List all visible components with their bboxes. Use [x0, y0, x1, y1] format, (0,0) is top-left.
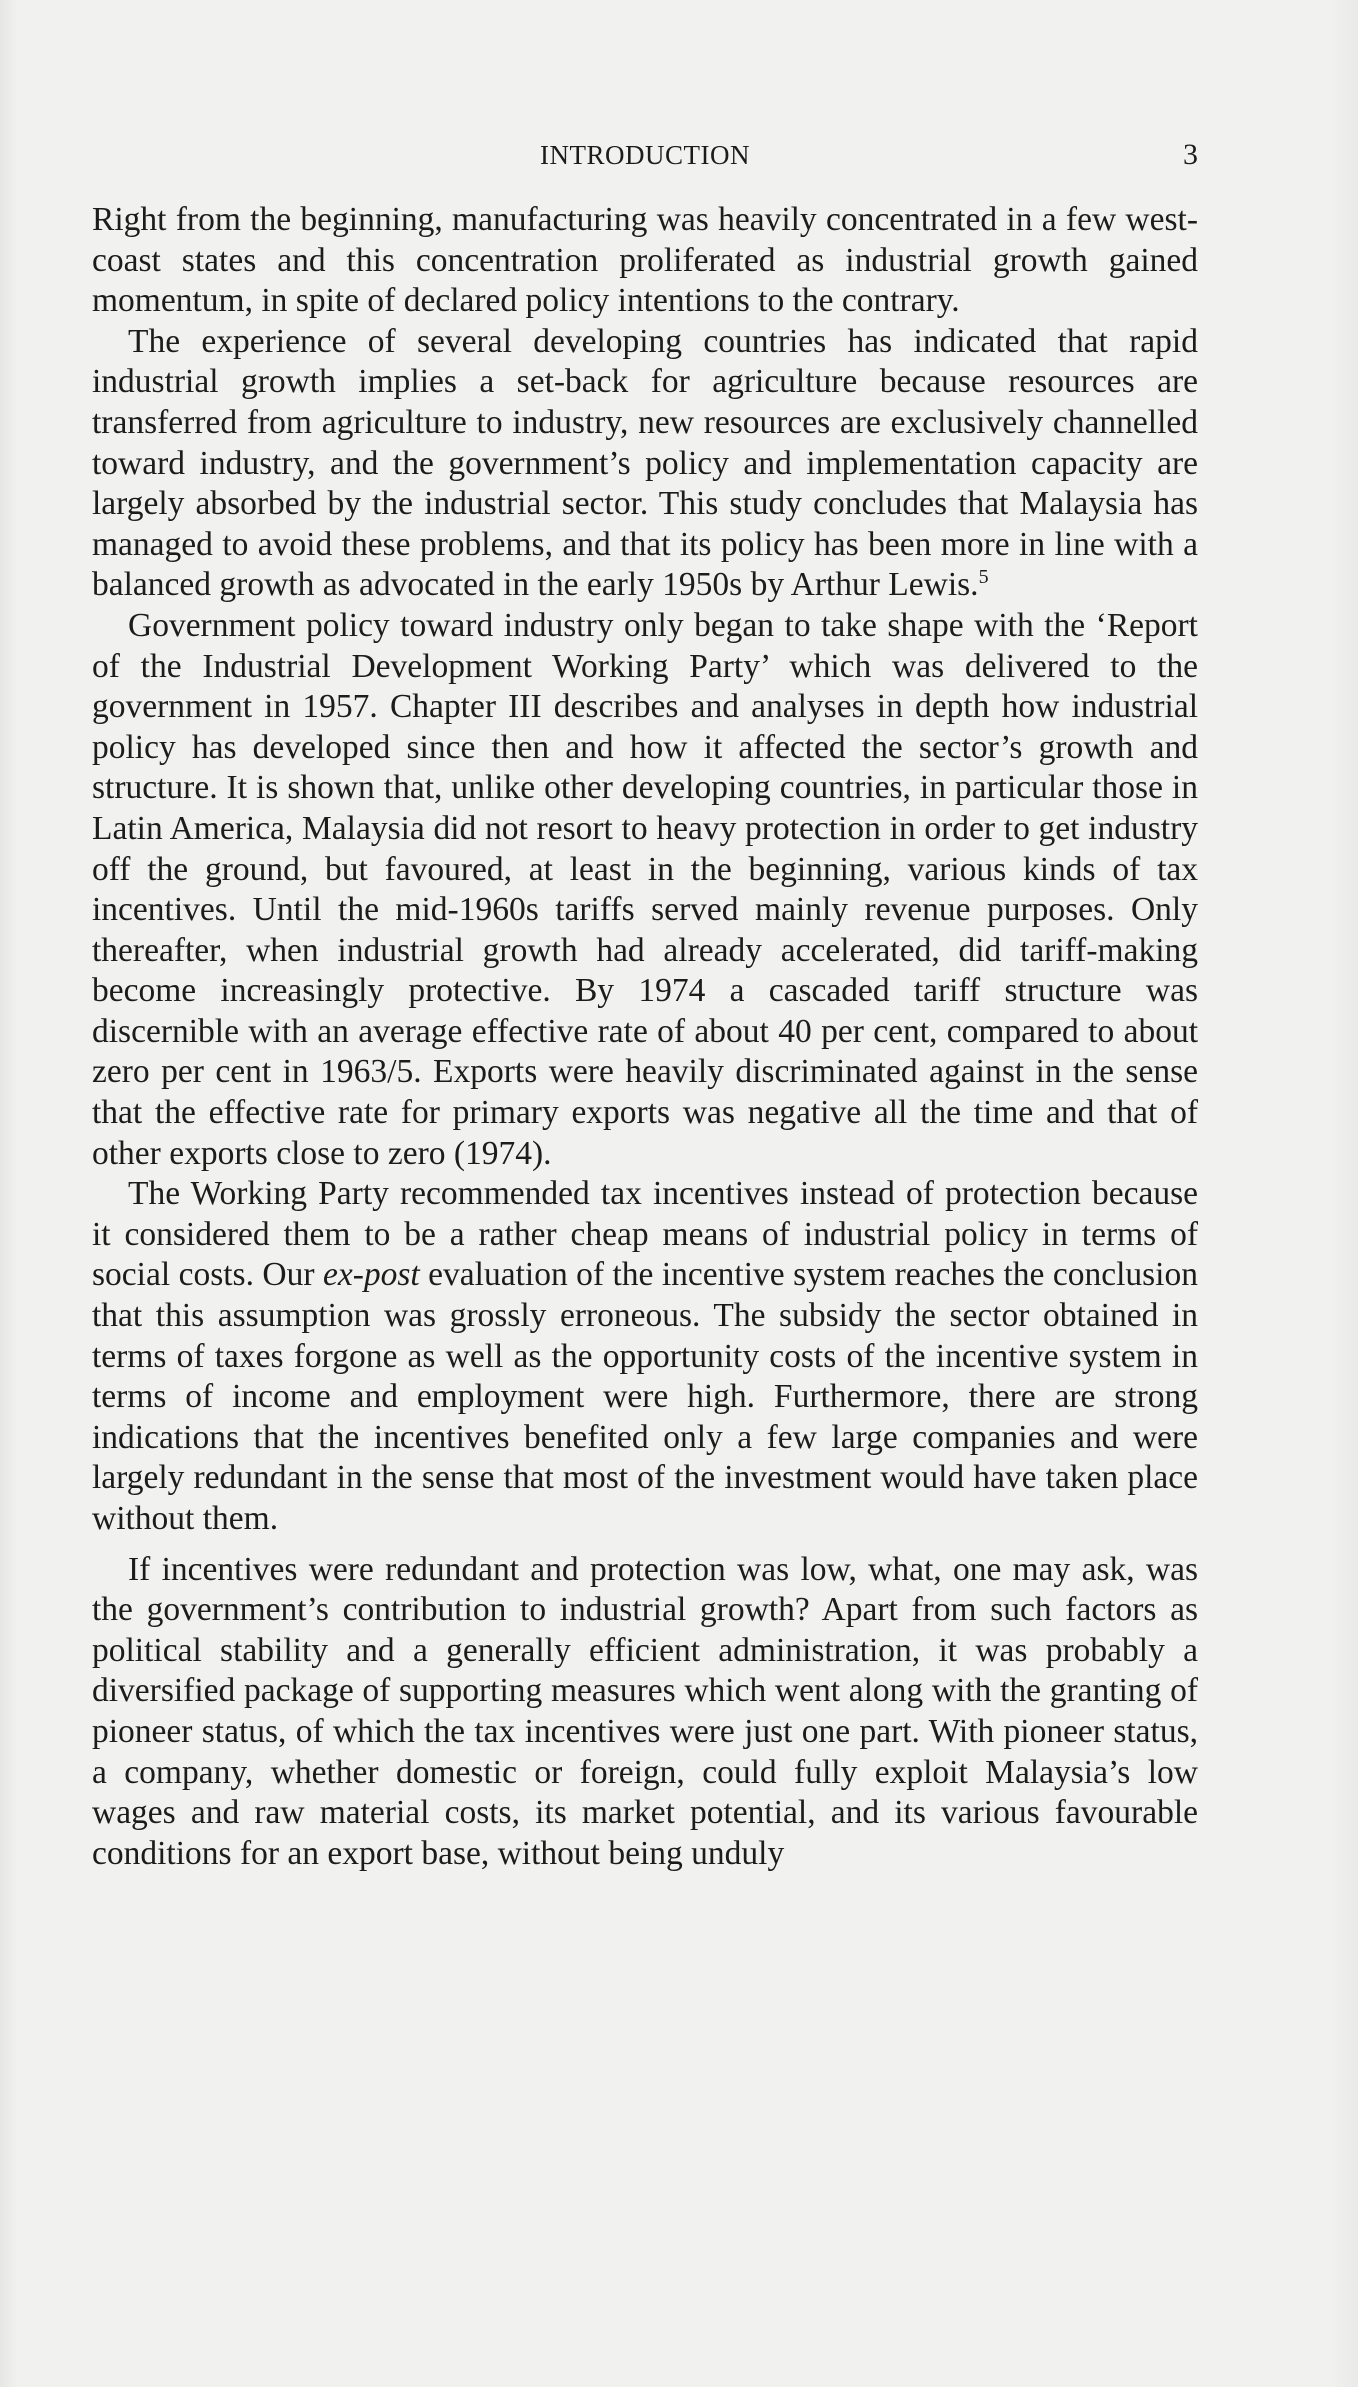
paragraph-2-text: The experience of several developing countries has indicated that rapid industrial growth implies a set-back for agriculture because resources are transferred from agriculture to industry, new resources are exclusively channelled toward industry, and the government’s policy and implementation capacity are largely absorbed by the industrial sector. This study concludes that Malaysia has managed to avoid these problems, and that its policy has been more in line with a balanced growth as advocated in the early 1950s by Arthur Lewis. [92, 322, 1198, 604]
paragraph-4-text-start: The Working Party recommended tax incentives instead of protection because it considered them to be a rather cheap means of industrial policy in terms of social costs. Our [92, 1175, 1198, 1294]
running-head: INTRODUCTION [540, 140, 750, 170]
italic-term: ex-post [322, 1256, 420, 1294]
paragraph-4-text-end: evaluation of the incentive system reaches the conclusion that this assumption was grossly erroneous. The subsidy the sector obtained in terms of taxes forgone as well as the opportunity costs of the incentive system in terms of income and employment were high. Furthermore, there are strong indications that the incentives benefited only a few large companies and were largely redundant in the sense that most of the investment would have taken place without them. [92, 1256, 1198, 1537]
paragraph-1: Right from the beginning, manufacturing was heavily concentrated in a few west-coast states and this concentration proliferated as industrial growth gained momentum, in spite of declared policy intentions to the contrary. [92, 201, 1198, 320]
page-number: 3 [1183, 138, 1198, 171]
footnote-reference[interactable]: 5 [978, 566, 989, 589]
paragraph-4 [92, 1174, 1198, 1539]
body-text [92, 200, 1198, 1874]
paragraph-5: If incentives were redundant and protection was low, what, one may ask, was the government’s contribution to industrial growth? Apart from such factors as political stability and a generally efficient administration, it was probably a diversified package of supporting measures which went along with the granting of pioneer status, of which the tax incentives were just one part. With pioneer status, a company, whether domestic or foreign, could fully exploit Malaysia’s low wages and raw material costs, its market potential, and its various favourable conditions for an export base, without being unduly [92, 1550, 1198, 1872]
paragraph-2 [92, 322, 1198, 606]
page-header [92, 140, 1198, 180]
paragraph-3: Government policy toward industry only began to take shape with the ‘Report of the Industrial Development Working Party’ which was delivered to the government in 1957. Chapter III describes and analyses in depth how industrial policy has developed since then and how it affected the sector’s growth and structure. It is shown that, unlike other developing countries, in particular those in Latin America, Malaysia did not resort to heavy protection in order to get industry off the ground, but favoured, at least in the beginning, various kinds of tax incentives. Until the mid-1960s tariffs served mainly revenue purposes. Only thereafter, when industrial growth had already accelerated, did tariff-making become increasingly protective. By 1974 a cascaded tariff structure was discernible with an average effective rate of about 40 per cent, compared to about zero per cent in 1963/5. Exports were heavily discriminated against in the sense that the effective rate for primary exports was negative all the time and that of other exports close to zero (1974). [92, 606, 1198, 1172]
